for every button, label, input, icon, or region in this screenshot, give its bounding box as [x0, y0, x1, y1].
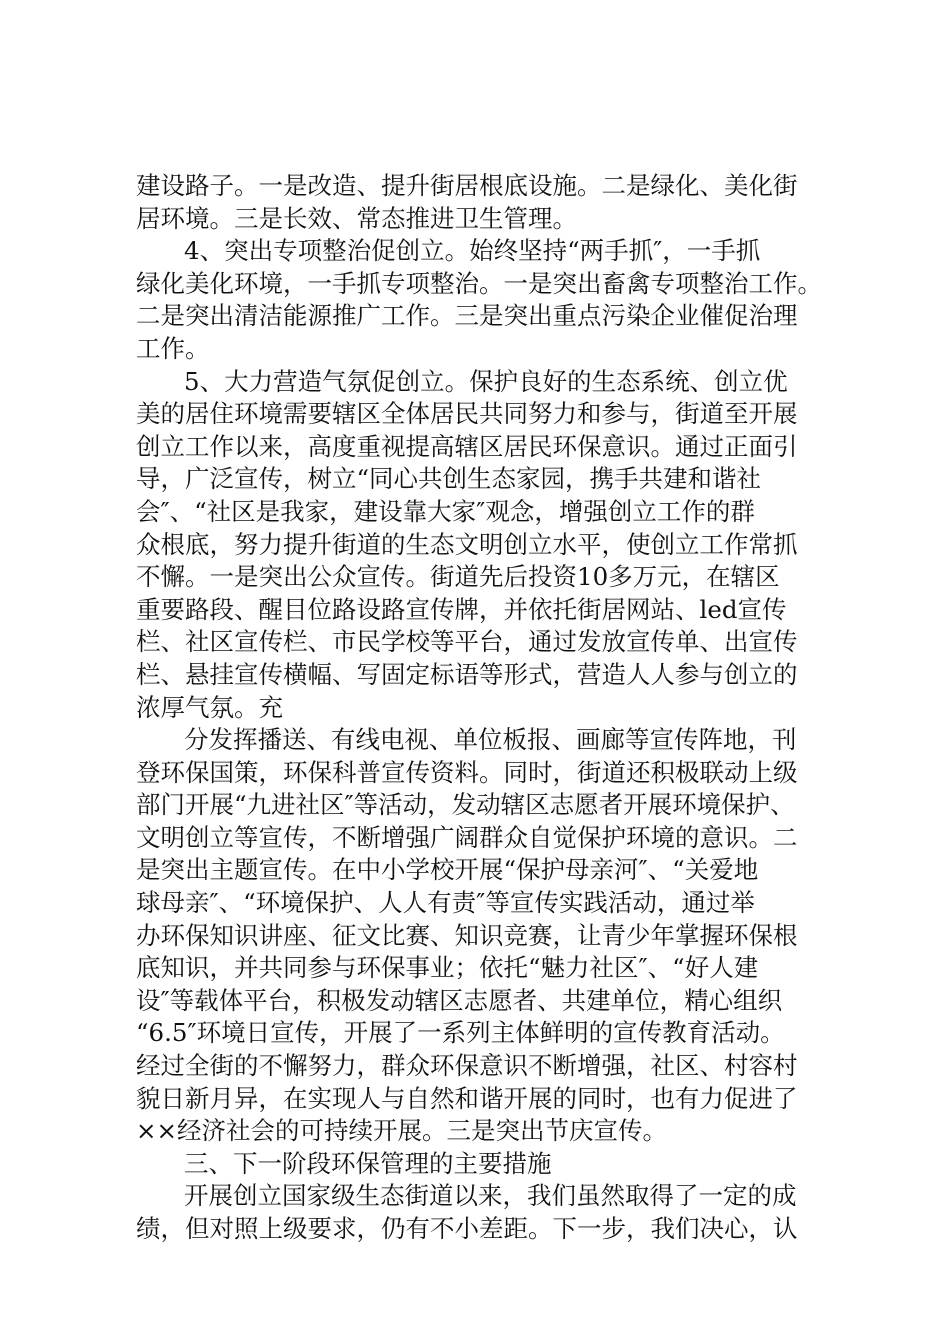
text-line: 创立工作以来，高度重视提高辖区居民环保意识。通过正面引: [136, 431, 798, 461]
text-line: 经过全街的不懈努力，群众环保意识不断增强，社区、村容村: [136, 1051, 798, 1081]
text-line: 绿化美化环境，一手抓专项整治。一是突出畜禽专项整治工作。: [136, 268, 822, 298]
text-line: 5、大力营造气氛促创立。保护良好的生态系统、创立优: [184, 366, 788, 396]
body-text: [136, 170, 836, 1246]
text-line: 众根底，努力提升街道的生态文明创立水平，使创立工作常抓: [136, 529, 798, 559]
text-line: 设″等载体平台，积极发动辖区志愿者、共建单位，精心组织: [136, 985, 783, 1015]
text-line: 4、突出专项整治促创立。始终坚持“两手抓″，一手抓: [184, 236, 761, 266]
text-line: 是突出主题宣传。在中小学校开展“保护母亲河″、“关爱地: [136, 855, 759, 885]
text-line: 浓厚气氛。充: [136, 692, 283, 722]
text-line: 文明创立等宣传，不断增强广阔群众自觉保护环境的意识。二: [136, 822, 798, 852]
text-line: 美的居住环境需要辖区全体居民共同努力和参与，街道至开展: [136, 399, 798, 429]
text-line: 貌日新月异，在实现人与自然和谐开展的同时，也有力促进了: [136, 1083, 798, 1113]
text-line: 登环保国策，环保科普宣传资料。同时，街道还积极联动上级: [136, 757, 798, 787]
text-line: 二是突出清洁能源推广工作。三是突出重点污染企业催促治理: [136, 301, 798, 331]
text-line: 部门开展“九进社区″等活动，发动辖区志愿者开展环境保护、: [136, 790, 795, 820]
text-line: 栏、悬挂宣传横幅、写固定标语等形式，营造人人参与创立的: [136, 659, 798, 689]
text-line: “6.5″环境日宣传，开展了一系列主体鲜明的宣传教育活动。: [136, 1018, 785, 1048]
text-line: 会″、“社区是我家，建设靠大家″观念，增强创立工作的群: [136, 496, 755, 526]
text-line: ××经济社会的可持续开展。三是突出节庆宣传。: [136, 1116, 668, 1146]
text-line: 居环境。三是长效、常态推进卫生管理。: [136, 203, 577, 233]
text-line: 球母亲″、“环境保护、人人有责″等宣传实践活动，通过举: [136, 888, 755, 918]
text-line: 三、下一阶段环保管理的主要措施: [184, 1148, 552, 1178]
text-line: 办环保知识讲座、征文比赛、知识竞赛，让青少年掌握环保根: [136, 920, 798, 950]
text-line: 重要路段、醒目位路设路宣传牌，并依托街居网站、led宣传: [136, 594, 787, 624]
text-line: 底知识，并共同参与环保事业；依托“魅力社区″、“好人建: [136, 953, 759, 983]
text-line: 开展创立国家级生态街道以来，我们虽然取得了一定的成: [184, 1181, 797, 1211]
text-line: 不懈。一是突出公众宣传。街道先后投资10多万元，在辖区: [136, 562, 780, 592]
text-line: 建设路子。一是改造、提升街居根底设施。二是绿化、美化街: [136, 171, 798, 200]
text-line: 工作。: [136, 333, 210, 363]
text-line: 栏、社区宣传栏、市民学校等平台，通过发放宣传单、出宣传: [136, 627, 798, 657]
text-line: 分发挥播送、有线电视、单位板报、画廊等宣传阵地，刊: [184, 725, 797, 755]
text-line: 绩，但对照上级要求，仍有不小差距。下一步，我们决心，认: [136, 1214, 798, 1243]
text-line: 导，广泛宣传，树立“同心共创生态家园，携手共建和谐社: [136, 464, 762, 494]
